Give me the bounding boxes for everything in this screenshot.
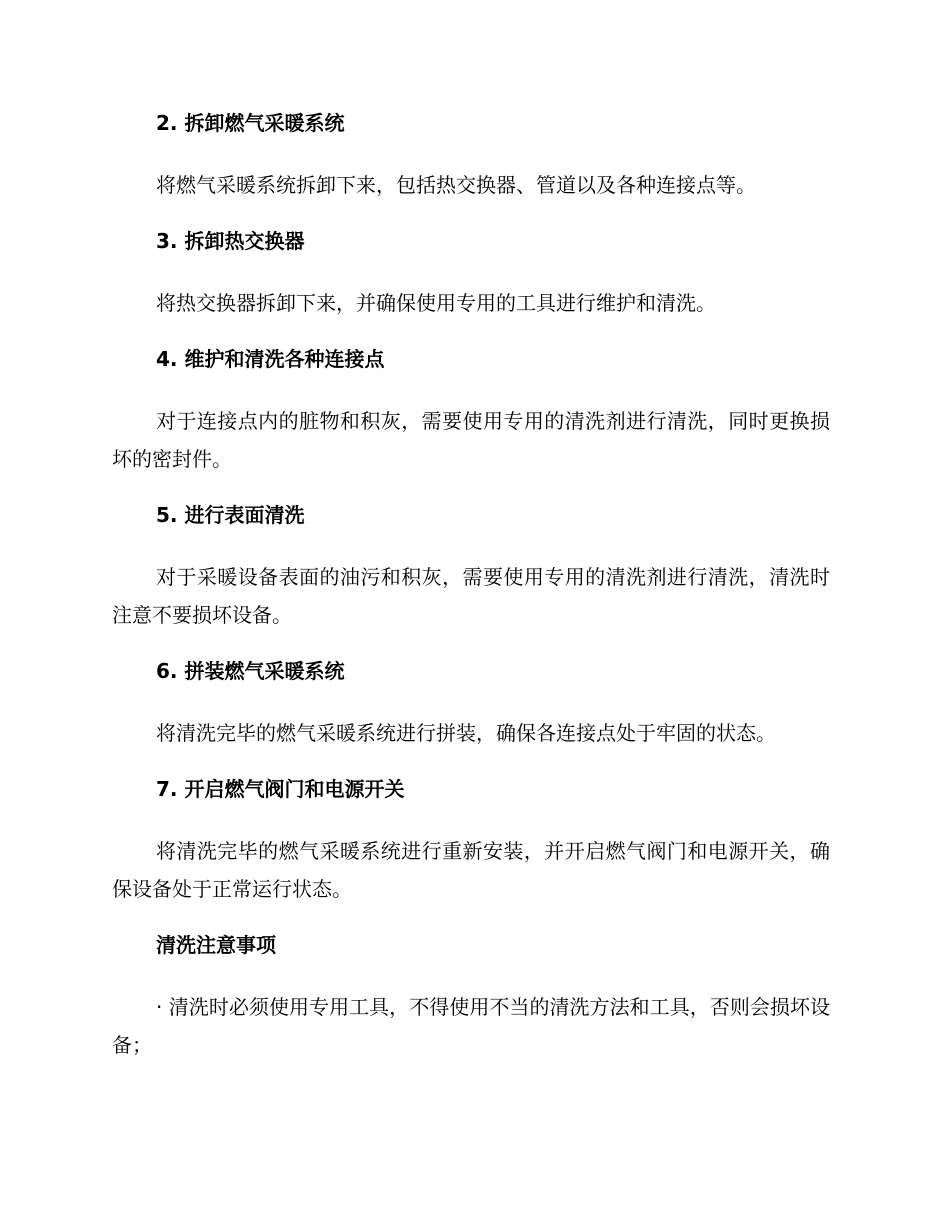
section-heading-2: 2. 拆卸燃气采暖系统 bbox=[156, 111, 345, 135]
section-body-6: 将清洗完毕的燃气采暖系统进行拼装，确保各连接点处于牢固的状态。 bbox=[156, 721, 776, 745]
section-body-3: 将热交换器拆卸下来，并确保使用专用的工具进行维护和清洗。 bbox=[156, 291, 716, 315]
document-content bbox=[112, 108, 830, 1086]
section-body-5: 对于采暖设备表面的油污和积灰，需要使用专用的清洗剂进行清洗，清洗时注意不要损坏设备。 bbox=[112, 565, 830, 627]
section-body-7: 将清洗完毕的燃气采暖系统进行重新安装，并开启燃气阀门和电源开关，确保设备处于正常运行状态。 bbox=[112, 839, 830, 901]
notes-bullet-item: · 清洗时必须使用专用工具，不得使用不当的清洗方法和工具，否则会损坏设备； bbox=[112, 995, 830, 1057]
section-heading-5: 5. 进行表面清洗 bbox=[156, 503, 305, 527]
section-body-2: 将燃气采暖系统拆卸下来，包括热交换器、管道以及各种连接点等。 bbox=[156, 173, 756, 197]
section-heading-7: 7. 开启燃气阀门和电源开关 bbox=[156, 777, 405, 801]
section-body-4: 对于连接点内的脏物和积灰，需要使用专用的清洗剂进行清洗，同时更换损坏的密封件。 bbox=[112, 409, 830, 471]
section-heading-4: 4. 维护和清洗各种连接点 bbox=[156, 347, 385, 371]
section-heading-3: 3. 拆卸热交换器 bbox=[156, 229, 305, 253]
section-heading-6: 6. 拼装燃气采暖系统 bbox=[156, 659, 345, 683]
section-heading-notes: 清洗注意事项 bbox=[156, 933, 276, 957]
